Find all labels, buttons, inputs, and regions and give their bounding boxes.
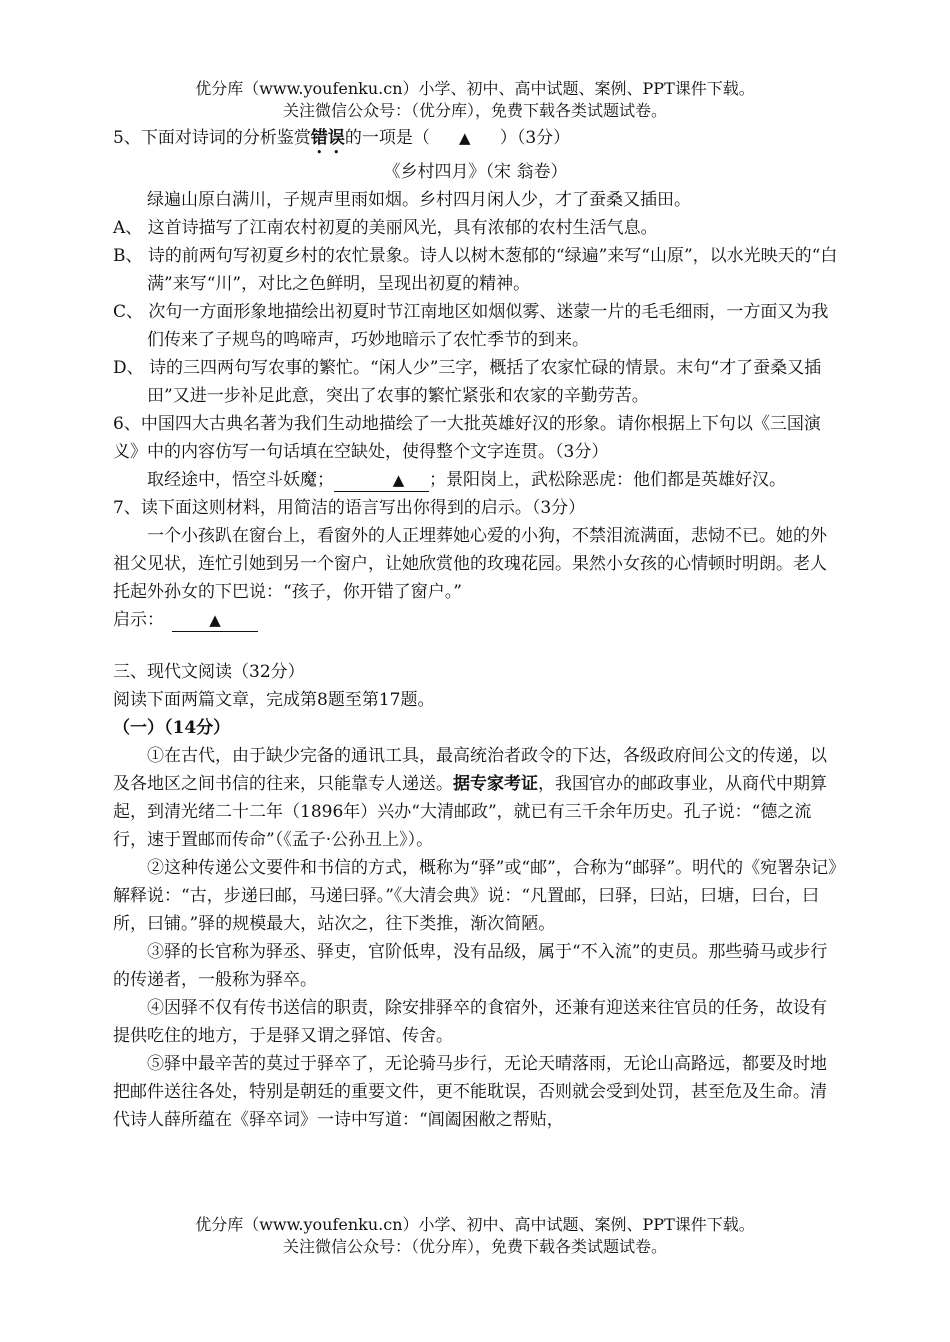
q5-stem (113, 124, 838, 158)
q5-stem-text-3: ）（3分） (499, 128, 571, 148)
passage-para-4: ④因驿不仅有传书送信的职责，除安排驿卒的食宿外，还兼有迎送来往官员的任务，故设有提供吃住的地方，于是驿又谓之驿馆、传舍。 (113, 998, 827, 1046)
page-footer (0, 1214, 950, 1258)
main-content (113, 124, 838, 1134)
section3-title: 三、现代文阅读（32分） (113, 662, 305, 682)
q5-poem-title: 《乡村四月》（宋 翁卷） (383, 162, 568, 182)
q6-text-b: ；景阳岗上，武松除恶虎：他们都是英雄好汉。 (429, 470, 786, 490)
header-line-1: 优分库（www.youfenku.cn）小学、初中、高中试题、案例、PPT课件下载。 (195, 79, 755, 98)
header-line-2: 关注微信公众号：（优分库），免费下载各类试题试卷。 (282, 101, 667, 120)
q5-poem-text: 绿遍山原白满川，子规声里雨如烟。乡村四月闲人少，才了蚕桑又插田。 (147, 190, 691, 210)
q6-text (113, 466, 838, 494)
passage-para-5: ⑤驿中最辛苦的莫过于驿卒了，无论骑马步行，无论天晴落雨，无论山高路远，都要及时地把邮件送往各处，特别是朝廷的重要文件，更不能耽误，否则就会受到处罚，甚至危及生命。清代诗人薛所蕴在《驿卒词》一诗中写道：“阊阖困敝之帮贴， (113, 1054, 827, 1130)
section3-part1-heading: （一）（14分） (113, 718, 231, 738)
passage-para-1 (113, 742, 838, 854)
footer-line-2: 关注微信公众号：（优分库），免费下载各类试题试卷。 (282, 1237, 667, 1256)
page-header (0, 78, 950, 122)
q7-material: 一个小孩趴在窗台上，看窗外的人正埋葬她心爱的小狗，不禁泪流满面，悲恸不已。她的外祖父见状，连忙引她到另一个窗户，让她欣赏他的玫瑰花园。果然小女孩的心情顿时明朗。老人托起外孙女的下巴说：“孩子，你开错了窗户。” (113, 526, 827, 602)
footer-line-1: 优分库（www.youfenku.cn）小学、初中、高中试题、案例、PPT课件下载。 (195, 1215, 755, 1234)
q5-option-a: A、 这首诗描写了江南农村初夏的美丽风光，具有浓郁的农村生活气息。 (113, 218, 658, 238)
passage-para-2: ②这种传递公文要件和书信的方式，概称为“驿”或“邮”，合称为“邮驿”。明代的《宛署杂记》解释说：“古，步递曰邮，马递曰驿。”《大清会典》说：“凡置邮，曰驿，曰站，曰塘，曰台，曰所，曰铺。”驿的规模最大，站次之，往下类推，渐次简陋。 (113, 858, 837, 934)
q5-option-d: D、 诗的三四两句写农事的繁忙。“闲人少”三字，概括了农家忙碌的情景。末句“才了蚕桑又插田”又进一步补足此意，突出了农事的繁忙紧张和农家的辛勤劳苦。 (113, 358, 822, 406)
q6-text-a: 取经途中，悟空斗妖魔； (147, 470, 334, 490)
q5-stem-text: 5、下面对诗词的分析鉴赏 (113, 128, 311, 148)
q7-stem: 7、读下面这则材料，用简洁的语言写出你得到的启示。（3分） (113, 498, 586, 518)
para1-text-a: ①在古代，由于缺少完备的通讯工具，最高统治者政令的下达，各级政府间公文的传递，以及各地区之间书信的往来，只能靠专人递送。 (113, 746, 827, 794)
q6-stem: 6、中国四大古典名著为我们生动地描绘了一大批英雄好汉的形象。请你根据上下句以《三国演义》中的内容仿写一句话填在空缺处，使得整个文字连贯。（3分） (113, 414, 821, 462)
q7-answer-line (113, 606, 838, 634)
q5-stem-text-2: 的一项是（ (344, 128, 430, 148)
q5-answer-mark: ▲ (459, 129, 471, 147)
para1-text-b: ，我国官办的邮政事业，从商代中期算起，到清光绪二十二年（1896年）兴办“大清邮政”，就已有三千余年历史。孔子说：“德之流行，速于置邮而传命”（《孟子·公孙丑上》）。 (113, 774, 827, 850)
section3-intro: 阅读下面两篇文章，完成第8题至第17题。 (113, 690, 435, 710)
passage-para-3: ③驿的长官称为驿丞、驿吏，官阶低卑，没有品级，属于“不入流”的吏员。那些骑马或步行的传递者，一般称为驿卒。 (113, 942, 828, 990)
q5-option-c: C、 次句一方面形象地描绘出初夏时节江南地区如烟似雾、迷蒙一片的毛毛细雨，一方面又为我们传来了子规鸟的鸣啼声，巧妙地暗示了农忙季节的到来。 (113, 302, 829, 350)
q5-emphasis-word: 错误 (310, 128, 345, 148)
q7-answer-label: 启示： (113, 610, 164, 630)
section-gap (113, 634, 838, 658)
q6-answer-blank: ▲ (334, 469, 429, 492)
para1-bold-text: 据专家考证 (453, 774, 538, 794)
q5-option-b: B、 诗的前两句写初夏乡村的农忙景象。诗人以树木葱郁的“绿遍”来写“山原”，以水光映天的“白满”来写“川”，对比之色鲜明，呈现出初夏的精神。 (113, 246, 838, 294)
q7-answer-blank: ▲ (172, 609, 258, 632)
